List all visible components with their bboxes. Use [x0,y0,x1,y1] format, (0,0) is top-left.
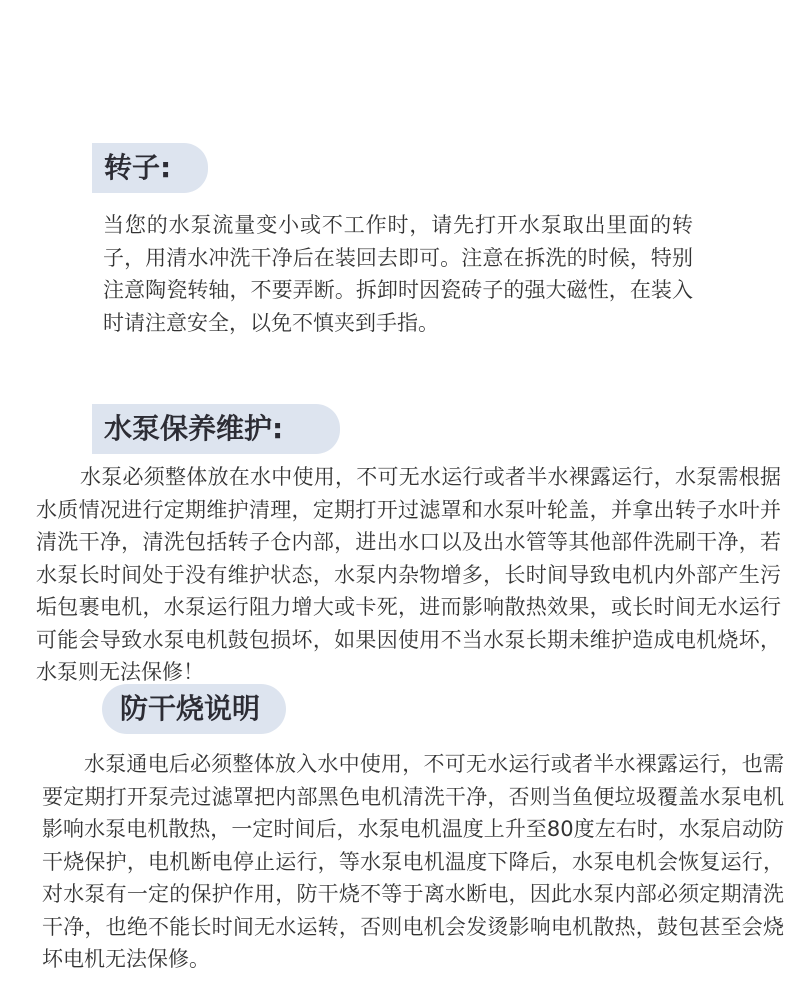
section-title-dry-burn: 防干烧说明 [102,684,286,734]
section-title-rotor: 转子: [92,143,208,193]
dry-burn-paragraph: 水泵通电后必须整体放入水中使用，不可无水运行或者半水裸露运行，也需要定期打开泵壳过滤罩把内部黑色电机清洗干净，否则当鱼便垃圾覆盖水泵电机影响水泵电机散热，一定时间后，水泵电机温度上升至80度左右时，水泵启动防干烧保护，电机断电停止运行，等水泵电机温度下降后，水泵电机会恢复运行，对水泵有一定的保护作用，防干烧不等于离水断电，因此水泵内部必须定期清洗干净，也绝不能长时间无水运转，否则电机会发烫影响电机散热，鼓包甚至会烧坏电机无法保修。 [42,752,784,971]
rotor-paragraph: 当您的水泵流量变小或不工作时，请先打开水泵取出里面的转子，用清水冲洗干净后在装回去即可。注意在拆洗的时候，特别注意陶瓷转轴，不要弄断。拆卸时因瓷砖子的强大磁性，在装入时请注意安全，以免不慎夹到手指。 [103,213,693,335]
section-title-maintenance: 水泵保养维护: [92,404,340,454]
maintenance-paragraph: 水泵必须整体放在水中使用，不可无水运行或者半水裸露运行，水泵需根据水质情况进行定期维护清理，定期打开过滤罩和水泵叶轮盖，并拿出转子水叶并清洗干净，清洗包括转子仓内部，进出水口以及出水管等其他部件洗刷干净，若水泵长时间处于没有维护状态，水泵内杂物增多，长时间导致电机内外部产生污垢包裹电机，水泵运行阻力增大或卡死，进而影响散热效果，或长时间无水运行可能会导致水泵电机鼓包损坏，如果因使用不当水泵长期未维护造成电机烧坏，水泵则无法保修！ [36,465,781,684]
